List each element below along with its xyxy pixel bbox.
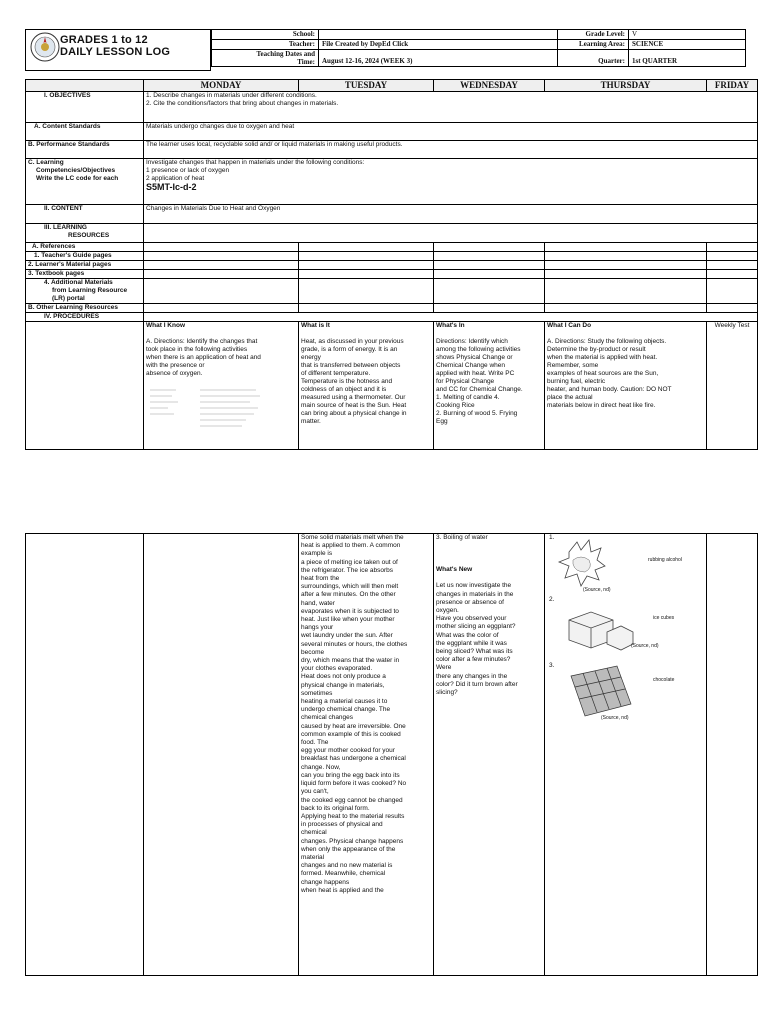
p2-tue-line: sometimes: [301, 689, 333, 697]
tb-tue: [299, 270, 434, 279]
p2-tue-line: in processes of physical and: [301, 821, 383, 829]
tue-procedure: [299, 322, 434, 450]
lm-tue: [299, 261, 434, 270]
p2-tue-line: Heat does not only produce a: [301, 673, 386, 681]
day-friday: FRIDAY: [707, 80, 758, 92]
grade-level-value: V: [629, 30, 746, 40]
p2-tue-line: heat. Just like when your mother: [301, 616, 395, 624]
objective-2: 2. Cite the conditions/factors that bring about changes in materials.: [146, 100, 339, 107]
tb-wed: [434, 270, 545, 279]
school-value: [319, 30, 558, 40]
p2-tue-line: undergo chemical change. The: [301, 706, 391, 714]
performance-standards-label: B. Performance Standards: [26, 141, 144, 159]
wed-line: and CC for Chemical Change.: [436, 386, 523, 393]
day-monday: MONDAY: [144, 80, 299, 92]
title-line-2: DAILY LESSON LOG: [60, 46, 171, 58]
p2-tue-line: several minutes or hours, the clothes: [301, 640, 408, 648]
content-label: II. CONTENT: [26, 205, 144, 224]
mon-line: with the presence or: [146, 362, 205, 369]
item-3-number: 3.: [549, 662, 555, 669]
competency-1: 1 presence or lack of oxygen: [146, 167, 230, 174]
references-label: A. References: [26, 243, 144, 252]
p2-tue-line: when heat is applied and the: [301, 886, 384, 894]
wed-line: Directions: Identify which: [436, 338, 508, 345]
procedures-label: IV. PROCEDURES: [26, 313, 144, 322]
learning-resources-cell: [144, 224, 758, 243]
thu-line: A. Directions: Study the following objects.: [547, 338, 667, 345]
competencies-label-2: Competencies/Objectives: [36, 167, 116, 174]
item-2-caption: (Source, nd): [631, 643, 659, 649]
p2-tue-line: wet laundry under the sun. After: [301, 632, 393, 640]
item-2-label: ice cubes: [653, 615, 675, 621]
thu-line: place the actual: [547, 394, 593, 401]
p2-wed-line: oxygen.: [436, 607, 459, 615]
other-mon: [144, 304, 299, 313]
p2-tue-line: Some solid materials melt when the: [301, 534, 404, 541]
title-line-1: GRADES 1 to 12: [60, 34, 148, 46]
lc-code: S5MT-Ic-d-2: [146, 182, 197, 192]
p2-tue-line: material: [301, 853, 325, 861]
p2-tue-line: after a few minutes. On the other: [301, 591, 396, 599]
p2-tue-line: change. Now,: [301, 763, 341, 771]
item-1-caption: (Source, nd): [583, 587, 611, 593]
p2-tue-line: breakfast has undergone a chemical: [301, 755, 406, 763]
mon-line: absence of oxygen.: [146, 370, 203, 377]
add-tue: [299, 279, 434, 304]
mon-line: when there is an application of heat and: [146, 354, 261, 361]
additional-label-2: from Learning Resource: [52, 287, 128, 294]
p2-tue-line: your clothes evaporated.: [301, 665, 373, 673]
p2-tue-line: dry, which means that the water in: [301, 657, 400, 665]
tue-line: of different temperature.: [301, 370, 371, 377]
learning-resources-label-1: III. LEARNING: [44, 224, 87, 231]
textbook-label: 3. Textbook pages: [26, 270, 144, 279]
p2-tue-line: heat from the: [301, 575, 340, 583]
tue-line: Heat, as discussed in your previous: [301, 338, 404, 345]
p2-tue-line: back to its original form.: [301, 804, 370, 812]
add-thu: [545, 279, 707, 304]
references-wed: [434, 243, 545, 252]
content-standards-label: A. Content Standards: [26, 123, 144, 141]
day-thursday: THURSDAY: [545, 80, 707, 92]
p2-tue-line: common example of this is cooked: [301, 730, 401, 738]
p2-wed-cell: [434, 534, 545, 976]
item-1-label: rubbing alcohol: [648, 557, 682, 563]
competencies-cell: [144, 159, 758, 205]
p2-mon-cell: [144, 534, 299, 976]
wed-procedure: [434, 322, 545, 450]
p2-tue-line: the cooked egg cannot be changed: [301, 796, 403, 804]
wed-line: Chemical Change when: [436, 362, 506, 369]
thu-line: burning fuel, electric: [547, 378, 606, 385]
p2-wed-line: color after a few minutes?: [436, 656, 511, 664]
mon-procedure: [144, 322, 299, 450]
tue-line: Temperature is the hotness and: [301, 378, 393, 385]
p2-tue-line: change happens: [301, 878, 350, 886]
thu-heading: What I Can Do: [547, 322, 592, 329]
other-tue: [299, 304, 434, 313]
p2-tue-line: example is: [301, 550, 333, 558]
procedures-cell: [144, 313, 758, 322]
tb-mon: [144, 270, 299, 279]
tg-wed: [434, 252, 545, 261]
p2-wed-line: changes in materials in the: [436, 590, 514, 598]
mon-line: A. Directions: Identify the changes that: [146, 338, 258, 345]
continuation-table: [25, 533, 758, 976]
add-fri: [707, 279, 758, 304]
tg-tue: [299, 252, 434, 261]
references-mon: [144, 243, 299, 252]
p2-tue-line: heating a material causes it to: [301, 698, 388, 706]
tb-thu: [545, 270, 707, 279]
p2-wed-line: being sliced? What was its: [436, 648, 513, 656]
tue-line: measured using a thermometer. Our: [301, 394, 406, 401]
add-wed: [434, 279, 545, 304]
quarter-value: 1st QUARTER: [629, 50, 746, 67]
learning-area-value: SCIENCE: [629, 40, 746, 50]
thu-line: Remember, some: [547, 362, 599, 369]
learning-area-label: Learning Area:: [558, 40, 629, 50]
tg-fri: [707, 252, 758, 261]
tg-mon: [144, 252, 299, 261]
p2-tue-line: Applying heat to the material results: [301, 812, 405, 820]
teaching-dates-value: August 12-16, 2024 (WEEK 3): [319, 50, 558, 67]
objective-1: 1. Describe changes in materials under different conditions.: [146, 92, 317, 99]
learning-resources-label: [26, 224, 144, 243]
p2-wed-line: What was the color of: [436, 631, 499, 639]
header-info-table: [211, 29, 746, 67]
school-label: School:: [212, 30, 319, 40]
other-resources-label: B. Other Learning Resources: [26, 304, 144, 313]
performance-standards-cell: The learner uses local, recyclable solid and/ or liquid materials in making useful products.: [144, 141, 758, 159]
tue-line: energy: [301, 354, 321, 361]
lm-thu: [545, 261, 707, 270]
p2-tue-cell: [299, 534, 434, 976]
p2-wed-line: mother slicing an eggplant?: [436, 623, 516, 631]
teaching-dates-label-2: Time:: [297, 58, 315, 66]
tue-line: matter.: [301, 418, 321, 425]
other-fri: [707, 304, 758, 313]
competencies-label-3: Write the LC code for each: [36, 175, 119, 182]
learning-resources-label-2: RESOURCES: [68, 232, 110, 239]
teaching-dates-label-1: Teaching Dates and: [256, 50, 315, 58]
wed-line: Cooking Rice: [436, 402, 475, 409]
tb-fri: [707, 270, 758, 279]
corner-cell: [26, 80, 144, 92]
activity-thumbnail-image: [146, 384, 286, 432]
p2-wed-line: Let us now investigate the: [436, 582, 512, 590]
p2-tue-line: can you bring the egg back into its: [301, 771, 400, 779]
other-thu: [545, 304, 707, 313]
tue-line: that is transferred between objects: [301, 362, 401, 369]
day-tuesday: TUESDAY: [299, 80, 434, 92]
p2-tue-line: caused by heat are irreversible. One: [301, 722, 406, 730]
p2-tue-line: chemical changes: [301, 714, 354, 722]
wed-line: for Physical Change: [436, 378, 495, 385]
wed-line: shows Physical Change or: [436, 354, 513, 361]
p2-tue-line: egg your mother cooked for your: [301, 747, 395, 755]
references-tue: [299, 243, 434, 252]
lesson-log-title: [60, 34, 170, 58]
tue-line: main source of heat is the Sun. Heat: [301, 402, 407, 409]
p2-tue-line: a piece of melting ice taken out of: [301, 558, 398, 566]
tue-line: coldness of an object and it is: [301, 386, 387, 393]
competency-2: 2 application of heat: [146, 175, 205, 182]
wed-heading: What's In: [436, 322, 465, 329]
competencies-label: [26, 159, 144, 205]
p2-tue-line: hand, water: [301, 599, 335, 607]
p2-thu-cell: [545, 534, 707, 976]
p2-tue-line: physical change in materials,: [301, 681, 385, 689]
p2-tue-line: liquid form before it was cooked? No: [301, 780, 407, 788]
p2-tue-line: evaporates when it is subjected to: [301, 607, 399, 615]
p2-wed-top: 3. Boiling of water: [436, 534, 488, 541]
teaching-dates-label: [212, 50, 319, 67]
objectives-cell: [144, 92, 758, 123]
thu-line: heater, and human body. Caution: DO NOT: [547, 386, 672, 393]
lm-fri: [707, 261, 758, 270]
wed-line: 1. Melting of candle 4.: [436, 394, 500, 401]
p2-wed-line: the eggplant while it was: [436, 639, 507, 647]
grade-level-label: Grade Level:: [558, 30, 629, 40]
procedures-spacer: [26, 322, 144, 450]
tue-line: grade, is a form of energy. It is an: [301, 346, 398, 353]
deped-seal-icon: [30, 32, 60, 62]
p2-wed-line: Were: [436, 664, 452, 672]
thu-line: materials below in direct heat like fire.: [547, 402, 656, 409]
item-3-label: chocolate: [653, 677, 675, 683]
p2-wed-line: presence or absence of: [436, 598, 504, 606]
competencies-label-1: C. Learning: [28, 159, 64, 166]
lesson-log-table: [25, 79, 758, 450]
p2-tue-line: formed. Meanwhile, chemical: [301, 870, 386, 878]
content-standards-cell: Materials undergo changes due to oxygen and heat: [144, 123, 758, 141]
references-fri: [707, 243, 758, 252]
wed-line: applied with heat. Write PC: [436, 370, 515, 377]
item-1-number: 1.: [549, 534, 555, 541]
mon-line: took place in the following activities: [146, 346, 248, 353]
p2-fri-cell: [707, 534, 758, 976]
rubbing-alcohol-sketch: [559, 540, 605, 586]
other-wed: [434, 304, 545, 313]
thu-line: Determine the by-product or result: [547, 346, 646, 353]
p2-tue-line: changes. Physical change happens: [301, 837, 404, 845]
fri-procedure: Weekly Test: [707, 322, 758, 450]
p2-tue-line: when only the appearance of the: [301, 845, 396, 853]
content-cell: Changes in Materials Due to Heat and Oxygen: [144, 205, 758, 224]
p2-tue-line: become: [301, 648, 325, 656]
item-3-caption: (Source, nd): [601, 715, 629, 721]
p2-label-cell: [26, 534, 144, 976]
add-mon: [144, 279, 299, 304]
additional-materials-label: [26, 279, 144, 304]
lm-mon: [144, 261, 299, 270]
p2-tue-line: the refrigerator. The ice absorbs: [301, 566, 394, 574]
wed-line: among the following activities: [436, 346, 521, 353]
lm-wed: [434, 261, 545, 270]
teachers-guide-label: 1. Teacher's Guide pages: [26, 252, 144, 261]
tue-heading: What is It: [301, 322, 330, 329]
mon-heading: What I Know: [146, 322, 185, 329]
p2-wed-line: Have you observed your: [436, 615, 507, 623]
learners-material-label: 2. Learner's Material pages: [26, 261, 144, 270]
competency-intro: Investigate changes that happen in materials under the following conditions:: [146, 159, 365, 166]
quarter-label: Quarter:: [558, 50, 629, 67]
references-thu: [545, 243, 707, 252]
p2-wed-line: color? Did it turn brown after: [436, 680, 518, 688]
p2-tue-line: changes and no new material is: [301, 862, 393, 870]
additional-label-3: (LR) portal: [52, 295, 85, 302]
p2-wed-line: there any changes in the: [436, 672, 508, 680]
p2-tue-line: you can't,: [301, 788, 329, 796]
wed-line: Egg: [436, 418, 448, 425]
chocolate-sketch: [571, 666, 631, 716]
teacher-label: Teacher:: [212, 40, 319, 50]
p2-tue-line: surroundings, which will then melt: [301, 583, 399, 591]
teacher-value: File Created by DepEd Click: [319, 40, 558, 50]
p2-tue-line: heat is applied to them. A common: [301, 542, 401, 550]
whats-new-heading: What's New: [436, 566, 473, 574]
thu-procedure: [545, 322, 707, 450]
p2-tue-line: hangs your: [301, 624, 334, 632]
objectives-label: I. OBJECTIVES: [26, 92, 144, 123]
additional-label-1: 4. Additional Materials: [44, 279, 113, 286]
day-wednesday: WEDNESDAY: [434, 80, 545, 92]
ice-cubes-sketch: [569, 612, 633, 650]
tg-thu: [545, 252, 707, 261]
p2-tue-line: chemical: [301, 829, 327, 837]
p2-tue-line: food. The: [301, 739, 329, 747]
p2-wed-line: slicing?: [436, 689, 458, 697]
item-2-number: 2.: [549, 596, 555, 603]
thu-line: examples of heat sources are the Sun,: [547, 370, 659, 377]
wed-line: 2. Burning of wood 5. Frying: [436, 410, 518, 417]
tue-line: can bring about a physical change in: [301, 410, 407, 417]
thu-line: when the material is applied with heat.: [547, 354, 658, 361]
